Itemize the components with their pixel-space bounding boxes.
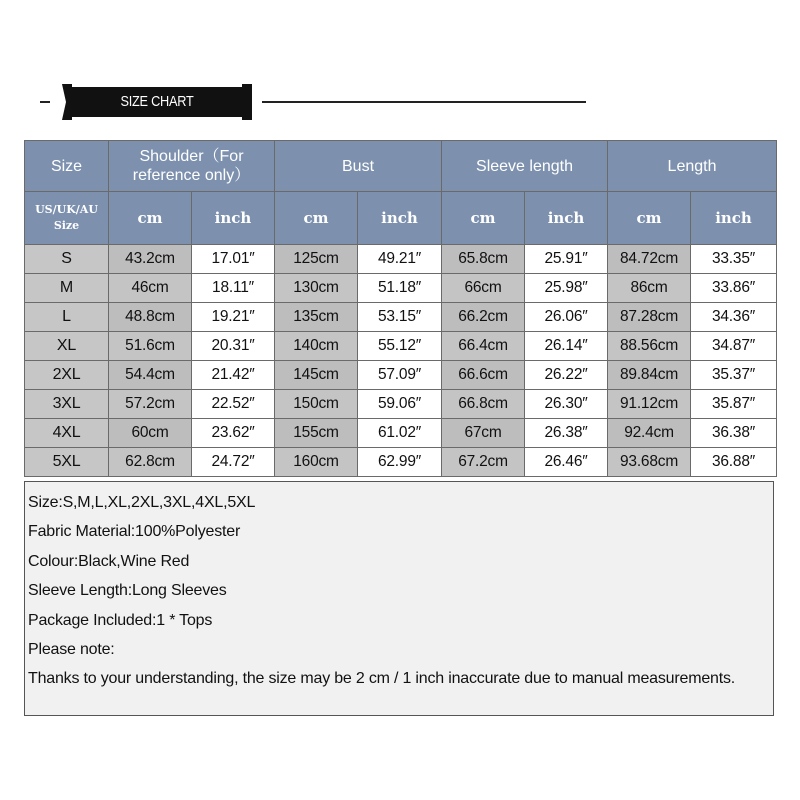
sleeve-cm-cell: 66.6cm — [442, 361, 525, 390]
length-inch-cell: 33.35″ — [691, 245, 777, 274]
shoulder-inch-cell: 20.31″ — [192, 332, 275, 361]
length-cm-cell: 91.12cm — [608, 390, 691, 419]
bust-inch-cell: 49.21″ — [358, 245, 442, 274]
sleeve-inch-cell: 25.98″ — [525, 274, 608, 303]
bust-inch-cell: 55.12″ — [358, 332, 442, 361]
size-cell: 2XL — [25, 361, 109, 390]
length-cm-cell: 84.72cm — [608, 245, 691, 274]
table-row — [25, 448, 777, 477]
note-fabric: Fabric Material:100%Polyester — [28, 523, 241, 541]
sleeve-inch-cell: 26.22″ — [525, 361, 608, 390]
bust-inch-cell: 59.06″ — [358, 390, 442, 419]
size-chart-banner — [62, 84, 252, 120]
shoulder-cm-cell: 43.2cm — [109, 245, 192, 274]
bust-inch-cell: 53.15″ — [358, 303, 442, 332]
table-row — [25, 274, 777, 303]
shoulder-header-text: Shoulder（For reference only） — [132, 148, 251, 184]
table-row — [25, 361, 777, 390]
shoulder-column-header — [109, 141, 275, 192]
sleeve-inch-cell: 25.91″ — [525, 245, 608, 274]
unit-cm: cm — [442, 192, 525, 245]
sleeve-inch-cell: 26.46″ — [525, 448, 608, 477]
size-cell: 3XL — [25, 390, 109, 419]
sleeve-inch-cell: 26.06″ — [525, 303, 608, 332]
unit-cm: cm — [275, 192, 358, 245]
shoulder-inch-cell: 24.72″ — [192, 448, 275, 477]
length-inch-cell: 35.87″ — [691, 390, 777, 419]
length-inch-cell: 34.87″ — [691, 332, 777, 361]
unit-inch: inch — [525, 192, 608, 245]
region-size-label: Size — [53, 219, 80, 232]
bust-cm-cell: 150cm — [275, 390, 358, 419]
header-rule — [262, 101, 586, 103]
shoulder-inch-cell: 23.62″ — [192, 419, 275, 448]
bust-inch-cell: 57.09″ — [358, 361, 442, 390]
shoulder-inch-cell: 17.01″ — [192, 245, 275, 274]
size-cell: S — [25, 245, 109, 274]
size-chart-table — [24, 140, 777, 477]
sleeve-cm-cell: 66.2cm — [442, 303, 525, 332]
unit-cm: cm — [109, 192, 192, 245]
shoulder-inch-cell: 18.11″ — [192, 274, 275, 303]
size-cell: L — [25, 303, 109, 332]
note-disclaimer: Thanks to your understanding, the size may be 2 cm / 1 inch inaccurate due to manual measurements. — [28, 670, 736, 688]
size-rows — [25, 245, 777, 477]
length-column-header: Length — [608, 141, 777, 192]
header-row — [25, 141, 777, 192]
length-cm-cell: 92.4cm — [608, 419, 691, 448]
sleeve-inch-cell: 26.14″ — [525, 332, 608, 361]
sleeve-cm-cell: 66.8cm — [442, 390, 525, 419]
note-package: Package Included:1 * Tops — [28, 611, 213, 629]
size-cell: 5XL — [25, 448, 109, 477]
length-cm-cell: 86cm — [608, 274, 691, 303]
sleeve-column-header: Sleeve length — [442, 141, 608, 192]
length-cm-cell: 87.28cm — [608, 303, 691, 332]
length-cm-cell: 88.56cm — [608, 332, 691, 361]
shoulder-cm-cell: 51.6cm — [109, 332, 192, 361]
bust-column-header: Bust — [275, 141, 442, 192]
region-label: US/UK/AU — [35, 203, 98, 216]
bust-inch-cell: 51.18″ — [358, 274, 442, 303]
length-inch-cell: 34.36″ — [691, 303, 777, 332]
sleeve-cm-cell: 65.8cm — [442, 245, 525, 274]
table-row — [25, 390, 777, 419]
region-size-header — [25, 192, 109, 245]
length-cm-cell: 93.68cm — [608, 448, 691, 477]
shoulder-cm-cell: 54.4cm — [109, 361, 192, 390]
bust-cm-cell: 125cm — [275, 245, 358, 274]
shoulder-cm-cell: 48.8cm — [109, 303, 192, 332]
product-notes — [24, 481, 774, 716]
size-cell: 4XL — [25, 419, 109, 448]
unit-inch: inch — [358, 192, 442, 245]
table-row — [25, 245, 777, 274]
bust-cm-cell: 160cm — [275, 448, 358, 477]
shoulder-cm-cell: 46cm — [109, 274, 192, 303]
length-cm-cell: 89.84cm — [608, 361, 691, 390]
table-row — [25, 419, 777, 448]
note-sizes: Size:S,M,L,XL,2XL,3XL,4XL,5XL — [28, 494, 256, 511]
bust-inch-cell: 62.99″ — [358, 448, 442, 477]
sleeve-cm-cell: 67.2cm — [442, 448, 525, 477]
bust-inch-cell: 61.02″ — [358, 419, 442, 448]
shoulder-inch-cell: 19.21″ — [192, 303, 275, 332]
sleeve-inch-cell: 26.30″ — [525, 390, 608, 419]
size-cell: M — [25, 274, 109, 303]
header-dash — [40, 101, 50, 103]
size-cell: XL — [25, 332, 109, 361]
sleeve-inch-cell: 26.38″ — [525, 419, 608, 448]
shoulder-inch-cell: 21.42″ — [192, 361, 275, 390]
unit-inch: inch — [192, 192, 275, 245]
shoulder-cm-cell: 60cm — [109, 419, 192, 448]
sleeve-cm-cell: 66.4cm — [442, 332, 525, 361]
note-sleeve: Sleeve Length:Long Sleeves — [28, 582, 227, 600]
unit-cm: cm — [608, 192, 691, 245]
bust-cm-cell: 140cm — [275, 332, 358, 361]
shoulder-cm-cell: 62.8cm — [109, 448, 192, 477]
length-inch-cell: 35.37″ — [691, 361, 777, 390]
bust-cm-cell: 130cm — [275, 274, 358, 303]
bust-cm-cell: 155cm — [275, 419, 358, 448]
length-inch-cell: 33.86″ — [691, 274, 777, 303]
length-inch-cell: 36.38″ — [691, 419, 777, 448]
banner-title: SIZE CHART — [120, 93, 194, 110]
table-row — [25, 303, 777, 332]
unit-row — [25, 192, 777, 245]
unit-inch: inch — [691, 192, 777, 245]
shoulder-cm-cell: 57.2cm — [109, 390, 192, 419]
sleeve-cm-cell: 66cm — [442, 274, 525, 303]
length-inch-cell: 36.88″ — [691, 448, 777, 477]
shoulder-inch-cell: 22.52″ — [192, 390, 275, 419]
bust-cm-cell: 145cm — [275, 361, 358, 390]
sleeve-cm-cell: 67cm — [442, 419, 525, 448]
bust-cm-cell: 135cm — [275, 303, 358, 332]
note-colour: Colour:Black,Wine Red — [28, 552, 190, 570]
table-row — [25, 332, 777, 361]
size-column-header: Size — [25, 141, 109, 192]
note-please-note: Please note: — [28, 641, 115, 659]
